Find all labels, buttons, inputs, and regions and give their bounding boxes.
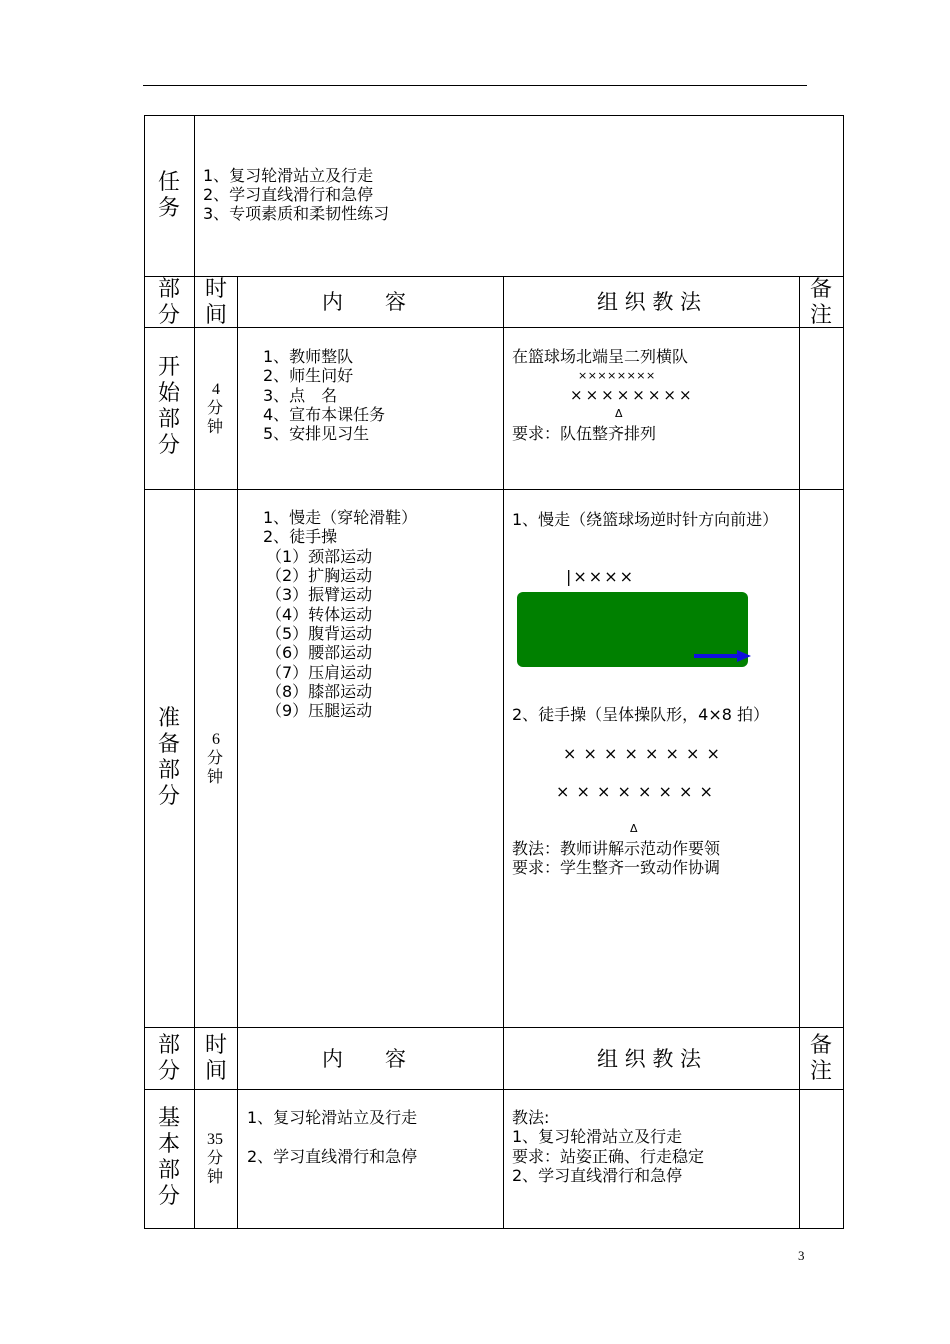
prep-method: 教法：教师讲解示范动作要领 [512,839,721,858]
prep-content-11: （9）压腿运动 [266,701,373,720]
prep-walk-text: 1、慢走（绕篮球场逆时针方向前进） [512,510,779,529]
start-note-cell [799,327,844,490]
prep-label: 准备部分 [157,706,180,809]
prep-requirement: 要求：学生整齐一致动作协调 [512,858,721,877]
header-rule [143,85,807,86]
start-content-4: 4、宣布本课任务 [263,405,386,424]
header-note-label: 备注 [809,277,832,328]
header2-part-label: 部分 [157,1033,180,1084]
prep-content-7: （5）腹背运动 [266,624,373,643]
prep-content-8: （6）腰部运动 [266,643,373,662]
prep-content-6: （4）转体运动 [266,605,373,624]
start-formation-row-2: ×××××××× [570,386,695,404]
basic-note-cell [799,1089,844,1229]
direction-arrow-icon [693,648,753,664]
start-time-unit: 分钟 [206,398,223,436]
prep-walk-formation: |×××× [566,567,636,586]
prep-content-5: （3）振臂运动 [266,585,373,604]
prep-content-4: （2）扩胸运动 [266,566,373,585]
header2-note-label: 备注 [809,1033,832,1084]
start-formation-row-1: ×××××××× [578,369,656,382]
header-part-label: 部分 [157,277,180,328]
basic-method-1: 教法: [512,1108,550,1127]
start-time-num: 4 [212,381,220,398]
prep-note-cell [799,489,844,1028]
basic-time-num: 35 [207,1131,223,1148]
prep-content-10: （8）膝部运动 [266,682,373,701]
start-content-3: 3、点 名 [263,386,338,405]
basic-method-2: 1、复习轮滑站立及行走 [512,1127,683,1146]
prep-time-num: 6 [212,731,220,748]
prep-content-3: （1）颈部运动 [266,547,373,566]
basic-time-unit: 分钟 [206,1148,223,1186]
start-content-2: 2、师生问好 [263,366,354,385]
task-label: 任务 [157,170,180,221]
start-label: 开始部分 [157,355,180,458]
prep-time-unit: 分钟 [206,748,223,786]
header2-method-label: 组 织 教 法 [597,1047,702,1071]
prep-content-2: 2、徒手操 [263,527,338,546]
prep-teacher-marker: Δ [630,822,640,835]
page-number: 3 [798,1248,805,1263]
prep-exercise-text: 2、徒手操（呈体操队形，4×8 拍） [512,705,770,724]
basic-content-1: 1、复习轮滑站立及行走 [247,1108,418,1127]
start-teacher-marker: Δ [615,407,625,420]
prep-exercise-row-2: × × × × × × × × [556,782,714,801]
header2-time-label: 时间 [204,1033,227,1084]
basic-content-2: 2、学习直线滑行和急停 [247,1147,418,1166]
task-item-3: 3、专项素质和柔韧性练习 [203,204,390,223]
task-item-2: 2、学习直线滑行和急停 [203,185,374,204]
header-content-label: 内 容 [322,290,406,314]
basic-method-3: 要求：站姿正确、行走稳定 [512,1147,705,1166]
prep-exercise-row-1: × × × × × × × × [563,744,721,763]
header-time-label: 时间 [204,277,227,328]
start-method-line: 在篮球场北端呈二列横队 [512,347,689,366]
basic-method-4: 2、学习直线滑行和急停 [512,1166,683,1185]
header2-content-label: 内 容 [322,1047,406,1071]
prep-content-9: （7）压肩运动 [266,663,373,682]
task-item-1: 1、复习轮滑站立及行走 [203,166,374,185]
start-content-1: 1、教师整队 [263,347,354,366]
basic-label: 基本部分 [157,1106,180,1209]
start-content-5: 5、安排见习生 [263,424,370,443]
start-requirement: 要求：队伍整齐排列 [512,424,657,443]
prep-content-1: 1、慢走（穿轮滑鞋） [263,508,418,527]
header-method-label: 组 织 教 法 [597,290,702,314]
